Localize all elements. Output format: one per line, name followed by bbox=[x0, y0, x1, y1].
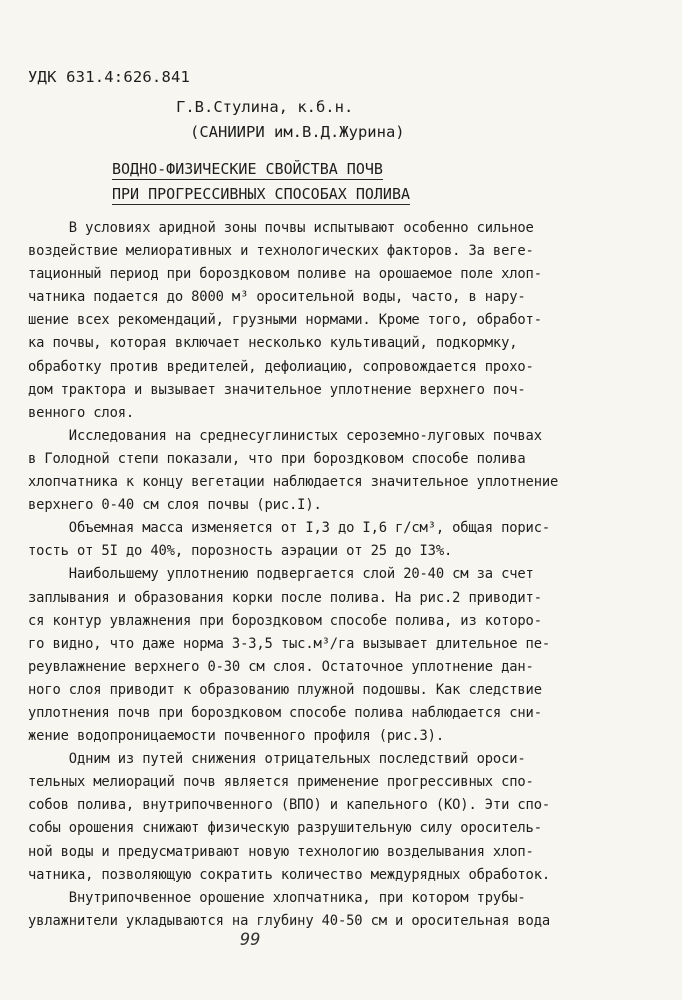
title-line-2 bbox=[112, 185, 410, 203]
body-line: обработку против вредителей, дефолиацию, сопровождается прохо- bbox=[28, 358, 534, 375]
body-line: ного слоя приводит к образованию плужной подошвы. Как следствие bbox=[28, 681, 542, 698]
body-line: шение всех рекомендаций, грузными нормами. Кроме того, обработ- bbox=[28, 312, 542, 329]
body-line: ной воды и предусматривают новую технологию возделывания хлоп- bbox=[28, 843, 534, 860]
body-line: Наибольшему уплотнению подвергается слой 20-40 см за счет bbox=[28, 566, 534, 583]
body-line: жение водопроницаемости почвенного профиля (рис.3). bbox=[28, 728, 444, 745]
body-line: верхнего 0-40 см слоя почвы (рис.I). bbox=[28, 497, 322, 514]
udk-code: УДК 631.4:626.841 bbox=[28, 68, 191, 86]
body-line: венного слоя. bbox=[28, 404, 135, 421]
body-line: чатника подается до 8000 м³ оросительной воды, часто, в нару- bbox=[28, 289, 526, 306]
body-line: тельных мелиораций почв является применение прогрессивных спо- bbox=[28, 774, 534, 791]
body-line: Объемная масса изменяется от I,3 до I,6 г/см³, общая порис- bbox=[28, 520, 551, 537]
body-line: собы орошения снижают физическую разрушительную силу ороситель- bbox=[28, 820, 542, 837]
author-line: Г.В.Стулина, к.б.н. bbox=[176, 98, 354, 116]
body-line: воздействие мелиоративных и технологических факторов. За веге- bbox=[28, 243, 534, 260]
body-line: уплотнения почв при бороздковом способе полива наблюдается сни- bbox=[28, 704, 542, 721]
body-line: дом трактора и вызывает значительное уплотнение верхнего поч- bbox=[28, 381, 526, 398]
body-line: реувлажнение верхнего 0-30 см слоя. Остаточное уплотнение дан- bbox=[28, 658, 534, 675]
page-number: 99 bbox=[240, 930, 261, 950]
body-text bbox=[28, 217, 668, 933]
body-line: Исследования на среднесуглинистых сероземно-луговых почвах bbox=[28, 427, 542, 444]
affiliation-line: (САНИИРИ им.В.Д.Журина) bbox=[190, 123, 405, 141]
title-text-1: ВОДНО-ФИЗИЧЕСКИЕ СВОЙСТВА ПОЧВ bbox=[112, 160, 383, 178]
body-line: ка почвы, которая включает несколько культиваций, подкормку, bbox=[28, 335, 518, 352]
body-line: Одним из путей снижения отрицательных последствий ороси- bbox=[28, 751, 526, 768]
title-line-1 bbox=[112, 160, 383, 178]
body-line: тость от 5I до 40%, порозность аэрации от 25 до I3%. bbox=[28, 543, 453, 560]
body-line: тационный период при бороздковом поливе на орошаемое поле хлоп- bbox=[28, 266, 542, 283]
body-line: заплывания и образования корки после полива. На рис.2 приводит- bbox=[28, 589, 542, 606]
body-line: увлажнители укладываются на глубину 40-50 см и оросительная вода bbox=[28, 912, 551, 929]
body-line: собов полива, внутрипочвенного (ВПО) и капельного (КО). Эти спо- bbox=[28, 797, 551, 814]
body-line: в Голодной степи показали, что при бороздковом способе полива bbox=[28, 450, 526, 467]
body-line: го видно, что даже норма 3-3,5 тыс.м³/га вызывает длительное пе- bbox=[28, 635, 551, 652]
title-text-2: ПРИ ПРОГРЕССИВНЫХ СПОСОБАХ ПОЛИВА bbox=[112, 185, 411, 203]
body-line: В условиях аридной зоны почвы испытывают особенно сильное bbox=[28, 220, 534, 236]
body-line: хлопчатника к концу вегетации наблюдается значительное уплотнение bbox=[28, 474, 559, 491]
body-line: ся контур увлажнения при бороздковом способе полива, из которо- bbox=[28, 612, 542, 629]
body-line: Внутрипочвенное орошение хлопчатника, при котором трубы- bbox=[28, 889, 526, 906]
body-line: чатника, позволяющую сократить количество междурядных обработок. bbox=[28, 866, 551, 883]
